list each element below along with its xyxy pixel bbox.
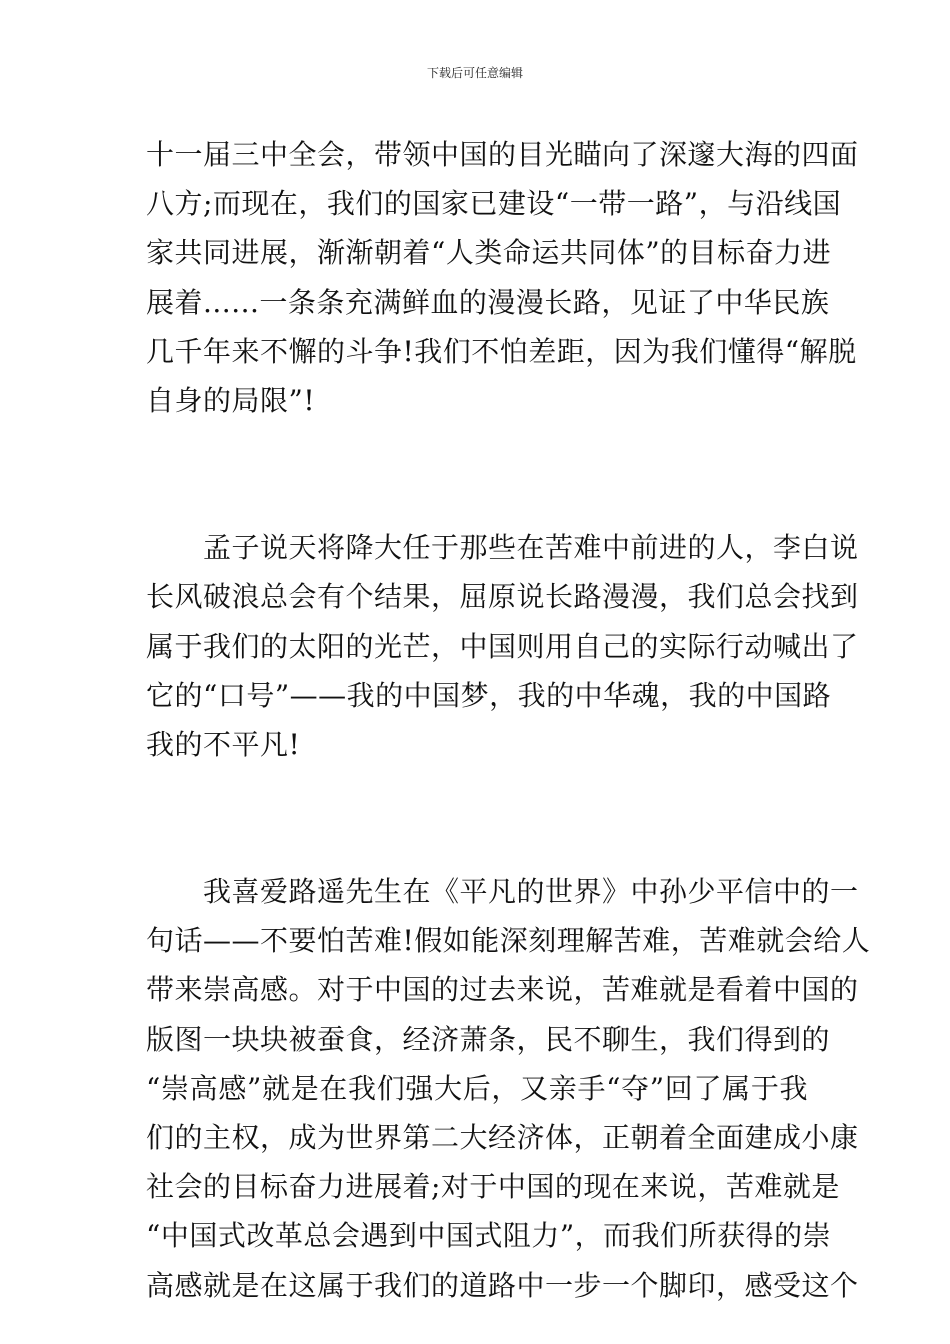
text-line: 属于我们的太阳的光芒，中国则用自己的实际行动喊出了 [146,629,859,663]
text-line: 长风破浪总会有个结果，屈原说长路漫漫，我们总会找到 [146,580,859,614]
text-line: 我喜爱路遥先生在《平凡的世界》中孙少平信中的一 [146,875,859,909]
text-line: 家共同进展，渐渐朝着“人类命运共同体”的目标奋力进 [146,236,832,270]
text-line: 几千年来不懈的斗争!我们不怕差距，因为我们懂得“解脱 [146,334,857,368]
text-line: 它的“口号”——我的中国梦，我的中华魂，我的中国路 [146,678,832,712]
text-line: 十一届三中全会，带领中国的目光瞄向了深邃大海的四面 [146,138,859,171]
text-line: 展着......一条条充满鲜血的漫漫长路，见证了中华民族 [146,285,830,319]
paragraph-1 [146,130,859,425]
text-line: 自身的局限”! [146,383,316,417]
paragraph-3 [146,867,871,1310]
text-line: 带来崇高感。对于中国的过去来说，苦难就是看着中国的 [146,973,859,1007]
text-line: “崇高感”就是在我们强大后，又亲手“夺”回了属于我 [146,1071,808,1105]
text-line: 孟子说天将降大任于那些在苦难中前进的人，李白说 [146,531,859,565]
page-header: 下载后可任意编辑 [426,66,523,80]
text-line: 我的不平凡! [146,727,301,761]
text-line: “中国式改革总会遇到中国式阻力”，而我们所获得的崇 [146,1219,832,1253]
text-line: 们的主权，成为世界第二大经济体，正朝着全面建成小康 [146,1121,859,1154]
text-line: 八方;而现在，我们的国家已建设“一带一路”，与沿线国 [146,187,842,221]
text-line: 句话——不要怕苦难!假如能深刻理解苦难，苦难就会给人 [146,924,871,958]
text-line: 版图一块块被蚕食，经济萧条，民不聊生，我们得到的 [146,1022,831,1056]
text-line: 社会的目标奋力进展着;对于中国的现在来说，苦难就是 [146,1170,840,1204]
text-line: 高感就是在这属于我们的道路中一步一个脚印，感受这个 [146,1268,859,1302]
paragraph-2 [146,523,859,769]
body-text [146,130,871,1310]
